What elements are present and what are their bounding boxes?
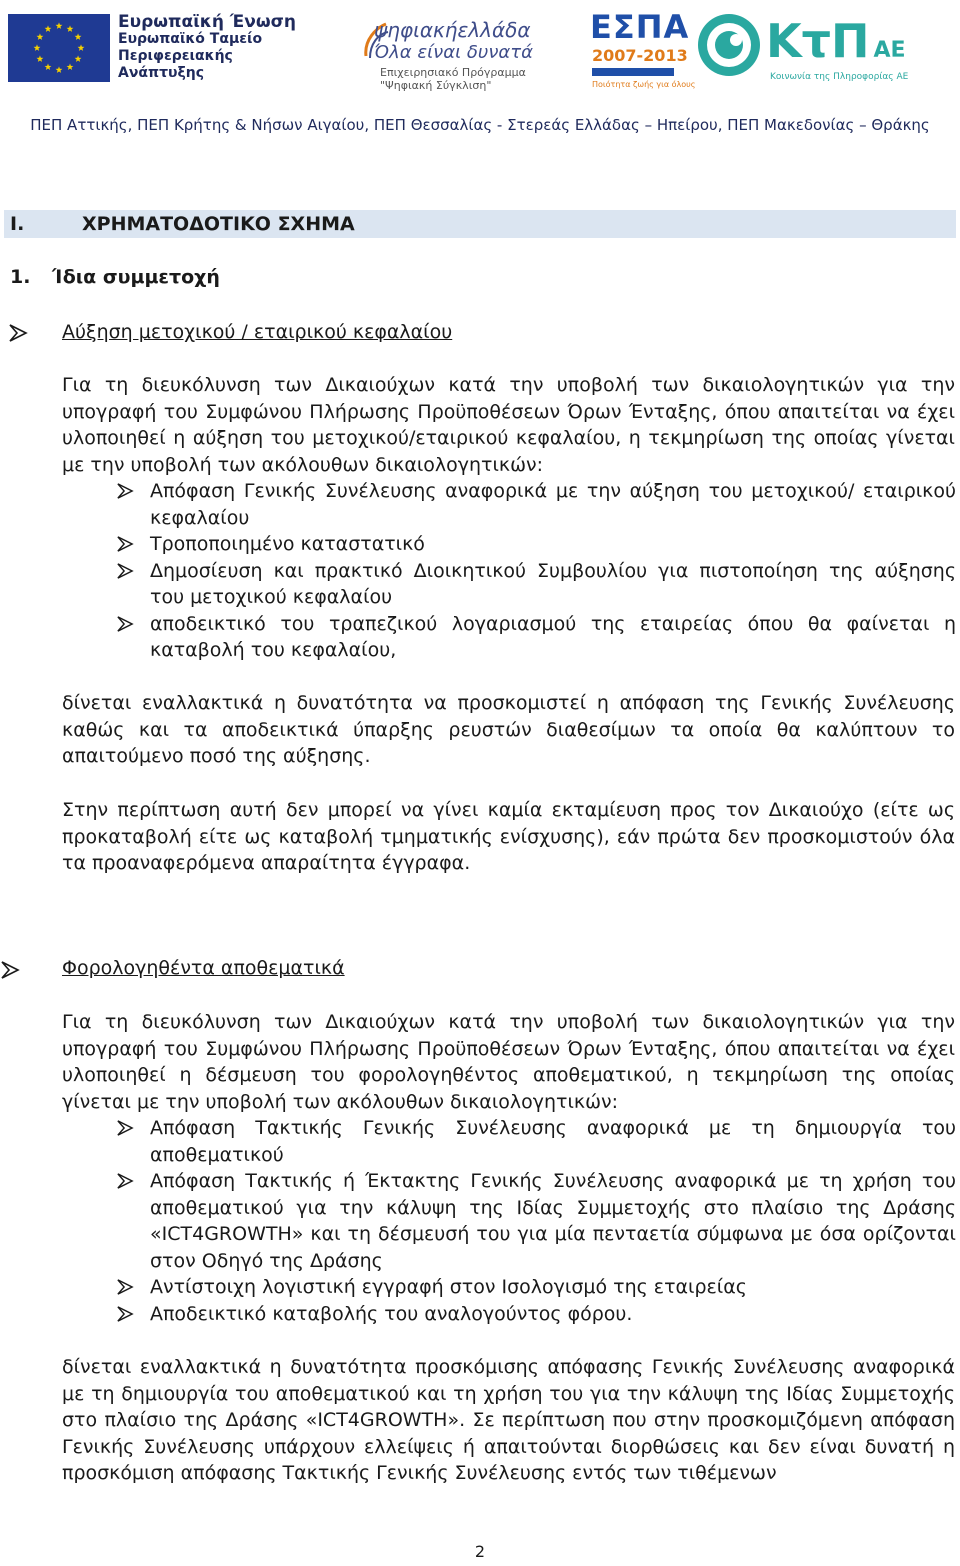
section-heading-bar — [4, 210, 956, 238]
espa-logo — [590, 8, 696, 90]
eu-flag-icon — [8, 14, 110, 82]
espa-years: 2007-2013 — [592, 46, 688, 65]
list-item: αποδεικτικό του τραπεζικού λογαριασμού της εταιρείας όπου θα φαίνεται η καταβολή του κεφαλαίου, — [110, 611, 956, 664]
arrowhead-bullet-icon — [116, 1173, 134, 1189]
arrowhead-bullet-icon — [116, 1120, 134, 1136]
arrowhead-bullet-icon — [8, 324, 28, 342]
ktp-circle-icon — [696, 12, 762, 78]
arrowhead-bullet-icon — [116, 616, 134, 632]
list-item: Δημοσίευση και πρακτικό Διοικητικού Συμβουλίου για πιστοποίηση της αύξησης του μετοχικού κεφαλαίου — [110, 558, 956, 611]
section-number: I. — [10, 213, 25, 235]
digital-greece-subtitle: Επιχειρησιακό Πρόγραμμα "Ψηφιακή Σύγκλιση" — [380, 66, 526, 92]
page-number: 2 — [474, 1542, 486, 1561]
eu-fund-text: Ευρωπαϊκή Ένωση Ευρωπαϊκό Ταμείο Περιφερειακής Ανάπτυξης — [118, 12, 296, 81]
arrowhead-bullet-icon — [0, 961, 20, 979]
list-item: Απόφαση Γενικής Συνέλευσης αναφορικά με την αύξηση του μετοχικού/ εταιρικού κεφαλαίου — [110, 478, 956, 531]
list-item: Αποδεικτικό καταβολής του αναλογούντος φόρου. — [110, 1301, 956, 1328]
digital-greece-title: ψηφιακήελλάδα — [374, 18, 531, 42]
list-item: Αντίστοιχη λογιστική εγγραφή στον Ισολογισμό της εταιρείας — [110, 1274, 956, 1301]
subsection-heading — [10, 266, 220, 288]
arrowhead-bullet-icon — [116, 536, 134, 552]
espa-subtitle: Ποιότητα ζωής για όλους — [592, 80, 696, 89]
list-item: Απόφαση Τακτικής ή Έκτακτης Γενικής Συνέλευσης αναφορικά με τη χρήση του αποθεματικού για την κάλυψη της Ιδίας Συμμετοχής στο πλαίσιο της Δράσης «ICT4GROWTH» και τη δέσμευσή του για μία πενταετία σύμφωνα με όσα ορίζονται στον Οδηγό της Δράσης — [110, 1168, 956, 1274]
arrowhead-bullet-icon — [116, 1279, 134, 1295]
arrowhead-bullet-icon — [116, 563, 134, 579]
part1-list — [110, 478, 956, 664]
subsection-number: 1. — [10, 266, 31, 288]
ktp-name: ΚτΠ ΑΕ — [766, 14, 906, 68]
arrowhead-bullet-icon — [116, 483, 134, 499]
list-item: Τροποποιημένο καταστατικό — [110, 531, 956, 558]
espa-flag-bar — [592, 68, 674, 76]
part2-heading: Φορολογηθέντα αποθεματικά — [62, 957, 345, 979]
espa-title: ΕΣΠΑ — [590, 8, 690, 46]
digital-greece-slogan: Όλα είναι δυνατά — [374, 42, 533, 63]
program-line: ΠΕΠ Αττικής, ΠΕΠ Κρήτης & Νήσων Αιγαίου, ΠΕΠ Θεσσαλίας - Στερεάς Ελλάδας – Ηπείρου, ΠΕΠ Μακεδονίας – Θράκης — [30, 116, 930, 134]
logo-header — [0, 0, 960, 95]
section-title: ΧΡΗΜΑΤΟΔΟΤΙΚΟ ΣΧΗΜΑ — [82, 213, 355, 235]
part2-intro: Για τη διευκόλυνση των Δικαιούχων κατά την υποβολή των δικαιολογητικών για την υπογραφή του Συμφώνου Πλήρωσης Προϋποθέσεων Όρων Ένταξης, όπου απαιτείται να έχει υλοποιηθεί η δέσμευση του φορολογηθέντος αποθεματικού, η τεκμηρίωση της οποίας γίνεται με την υποβολή των ακόλουθων δικαιολογητικών: — [62, 1011, 955, 1113]
part1-note: Στην περίπτωση αυτή δεν μπορεί να γίνει καμία εκταμίευση προς τον Δικαιούχο (είτε ως προκαταβολή είτε ως καταβολή τμηματικής ενίσχυσης), εάν πρώτα δεν προσκομιστούν όλα τα προαναφερόμενα απαραίτητα έγγραφα. — [62, 799, 955, 874]
ktp-subtitle: Κοινωνία της Πληροφορίας ΑΕ — [770, 72, 909, 82]
part1-alternative: δίνεται εναλλακτικά η δυνατότητα να προσκομιστεί η απόφαση της Γενικής Συνέλευσης καθώς και τα αποδεικτικά ύπαρξης ρευστών διαθεσίμων τα οποία θα καλύπτουν το απαιτούμενο ποσό της αύξησης. — [62, 692, 955, 767]
part2-alternative: δίνεται εναλλακτικά η δυνατότητα προσκόμισης απόφασης Γενικής Συνέλευσης αναφορικά με τη δημιουργία του αποθεματικού και τη χρήση του για την κάλυψη της Ιδίας Συμμετοχής στο πλαίσιο της Δράσης «ICT4GROWTH». Σε περίπτωση που στην προσκομιζόμενη απόφαση Γενικής Συνέλευσης υπάρχουν ελλείψεις ή απαιτούνται διορθώσεις και δεν είναι δυνατή η προσκόμιση απόφασης Τακτικής Γενικής Συνέλευσης εντός των τιθέμενων — [62, 1356, 955, 1484]
arrowhead-bullet-icon — [116, 1306, 134, 1322]
ktp-logo — [696, 12, 946, 92]
part2-list — [110, 1115, 956, 1327]
part1-heading: Αύξηση μετοχικού / εταιρικού κεφαλαίου — [62, 321, 453, 343]
part1-intro: Για τη διευκόλυνση των Δικαιούχων κατά την υποβολή των δικαιολογητικών για την υπογραφή του Συμφώνου Πλήρωσης Προϋποθέσεων Όρων Ένταξης, όπου απαιτείται να έχει υλοποιηθεί η αύξηση του μετοχικού/εταιρικού κεφαλαίου, η τεκμηρίωση της οποίας γίνεται με την υποβολή των ακόλουθων δικαιολογητικών: — [62, 374, 955, 476]
subsection-title: Ίδια συμμετοχή — [52, 266, 220, 288]
list-item: Απόφαση Τακτικής Γενικής Συνέλευσης αναφορικά με τη δημιουργία του αποθεματικού — [110, 1115, 956, 1168]
